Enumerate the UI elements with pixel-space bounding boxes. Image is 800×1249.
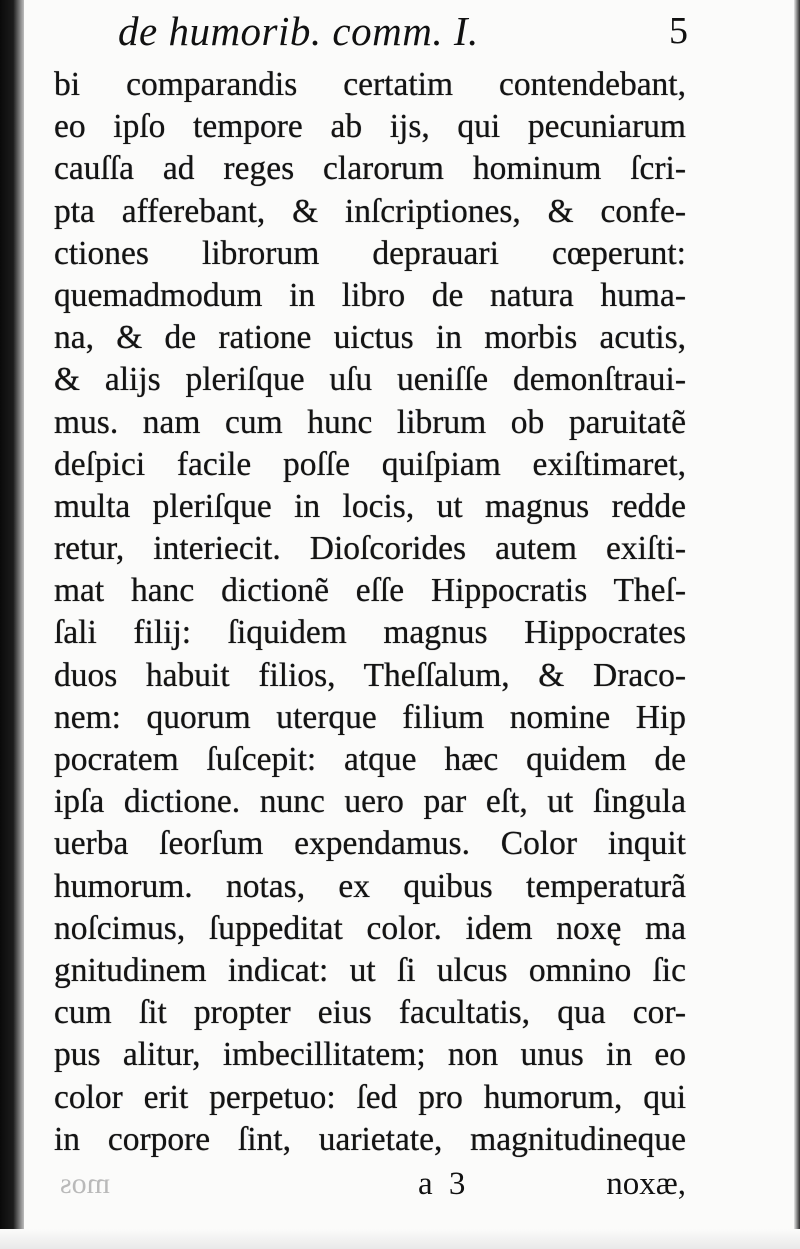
- text-line: & alijs pleriſque uſu ueniſſe demonſtraui-: [54, 361, 686, 399]
- text-line: retur, interiecit. Dioſcorides autem exiſti-: [54, 530, 686, 568]
- text-line: quemadmodum in libro de natura huma-: [54, 276, 686, 314]
- page-header: [118, 6, 688, 56]
- running-head: de humorib. comm. I.: [118, 8, 479, 54]
- text-line: bi comparandis certatim contendebant,: [54, 66, 686, 103]
- signature-mark: a 3: [418, 1166, 466, 1202]
- text-line: pus alitur, imbecillitatem; non unus in eo: [54, 1036, 686, 1074]
- text-line: mus. nam cum hunc librum ob paruitatẽ: [54, 403, 686, 441]
- text-line: cum ſit propter eius facultatis, qua cor-: [54, 994, 686, 1032]
- text-line: color erit perpetuo: ſed pro humorum, qui: [54, 1078, 686, 1116]
- text-line: ctiones librorum deprauari cœperunt:: [54, 234, 686, 272]
- text-line: gnitudinem indicat: ut ſi ulcus omnino ſic: [54, 951, 686, 989]
- text-line: deſpici facile poſſe quiſpiam exiſtimaret,: [54, 445, 686, 483]
- body-text-block: [54, 64, 686, 1161]
- text-line: eo ipſo tempore ab ijs, qui pecuniarum: [54, 108, 686, 146]
- text-line: ſali filij: ſiquidem magnus Hippocrates: [54, 614, 686, 652]
- text-line: duos habuit filios, Theſſalum, & Draco-: [54, 656, 686, 694]
- text-line: na, & de ratione uictus in morbis acutis,: [54, 319, 686, 357]
- text-line: in corpore ſint, uarietate, magnitudineque: [54, 1120, 686, 1158]
- page-footer: [60, 1162, 686, 1208]
- text-line: cauſſa ad reges clarorum hominum ſcri-: [54, 150, 686, 188]
- text-line: ipſa dictione. nunc uero par eſt, ut ſingula: [54, 783, 686, 821]
- page-number: 5: [669, 10, 688, 52]
- text-line: pocratem ſuſcepit: atque hæc quidem de: [54, 741, 686, 778]
- page-edge-shadow-right: [794, 0, 800, 1249]
- text-line: nem: quorum uterque filium nomine Hip: [54, 698, 686, 736]
- page-edge-shadow-bottom: [0, 1229, 800, 1249]
- text-line: noſcimus, ſuppeditat color. idem noxę ma: [54, 909, 686, 947]
- text-line: multa pleriſque in locis, ut magnus redde: [54, 487, 686, 525]
- text-line: uerba ſeorſum expendamus. Color inquit: [54, 825, 686, 863]
- text-line: humorum. notas, ex quibus temperaturã: [54, 867, 686, 905]
- catchword: noxæ,: [606, 1166, 686, 1202]
- bleed-through-text: mos: [60, 1167, 111, 1200]
- page-edge-shadow-left: [0, 0, 24, 1249]
- text-line: pta afferebant, & inſcriptiones, & confe-: [54, 192, 686, 230]
- text-line: mat hanc dictionẽ eſſe Hippocratis Theſ-: [54, 572, 686, 610]
